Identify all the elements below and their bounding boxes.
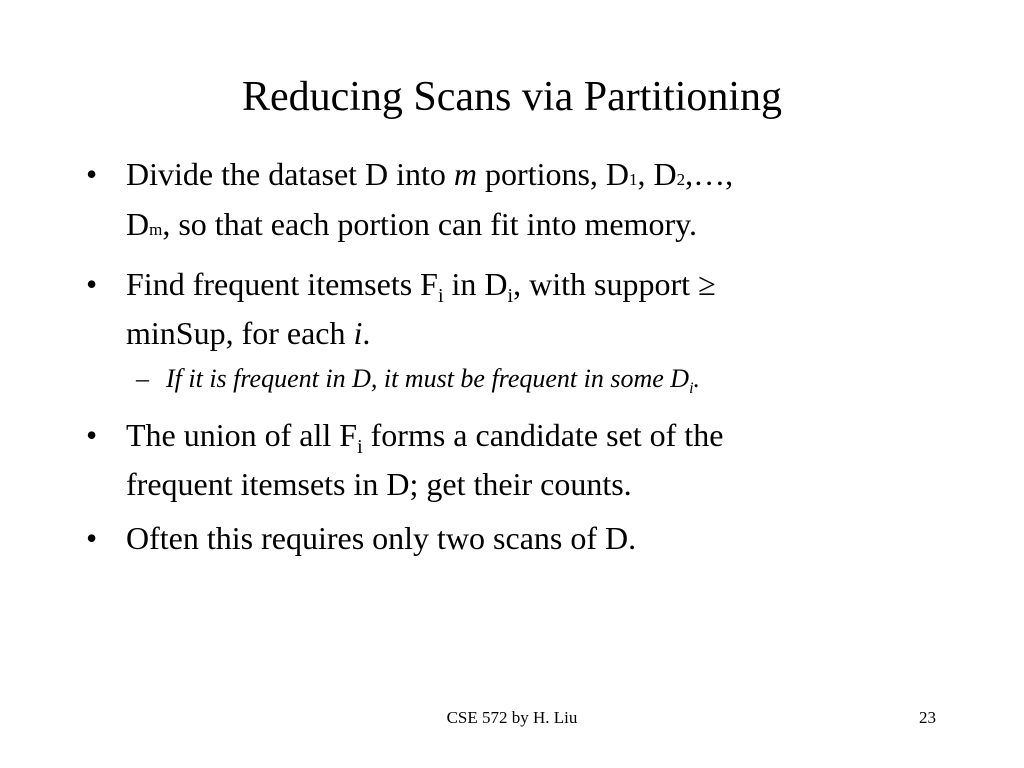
subscript: i <box>357 436 363 458</box>
sub-bullet-item <box>136 363 916 399</box>
sub-bullet-text: If it is frequent in D, it must be frequent in some D <box>166 364 690 393</box>
subscript: i <box>689 380 694 397</box>
bullet-text: ,…, <box>685 156 734 192</box>
bullet-text-italic: m <box>453 156 478 192</box>
slide-title: Reducing Scans via Partitioning <box>241 74 783 120</box>
subscript: i <box>507 285 514 307</box>
bullet-line-3a <box>126 413 916 462</box>
bullet-line-2a <box>126 262 916 311</box>
bullet-text: Find frequent itemsets F <box>126 266 438 302</box>
bullet-text: . <box>362 315 371 351</box>
bullet-text: , D <box>637 156 677 192</box>
bullet-text: , with support ≥ <box>513 266 716 302</box>
bullet-item-2 <box>86 262 916 355</box>
subscript: m <box>149 220 163 239</box>
page-number: 23 <box>919 708 936 727</box>
slide-body <box>86 152 916 570</box>
bullet-text: forms a candidate set of the <box>362 417 724 453</box>
bullet-marker: • <box>86 520 98 556</box>
sub-bullet-text: . <box>693 364 701 393</box>
bullet-marker: • <box>86 156 98 192</box>
bullet-item-4 <box>86 516 916 560</box>
bullet-marker: • <box>86 417 98 453</box>
bullet-text: in D <box>443 266 508 302</box>
bullet-text: , so that each portion can fit into memory. <box>162 206 698 242</box>
bullet-line-1b <box>126 202 916 252</box>
footer-course-label: CSE 572 by H. Liu <box>446 708 578 727</box>
subscript: 1 <box>629 170 638 189</box>
bullet-text: D <box>126 206 150 242</box>
bullet-text: minSup, for each <box>126 315 354 351</box>
subscript: i <box>437 285 444 307</box>
bullet-line-3b: frequent itemsets in D; get their counts. <box>126 466 632 502</box>
bullet-text: The union of all F <box>126 417 358 453</box>
bullet-text: portions, D <box>477 156 630 192</box>
bullet-line-4a: Often this requires only two scans of D. <box>126 520 637 556</box>
subscript: 2 <box>676 170 686 189</box>
bullet-item-3 <box>86 413 916 506</box>
sub-bullet-marker: – <box>136 364 149 393</box>
bullet-marker: • <box>86 266 98 302</box>
bullet-text: Divide the dataset D into <box>126 156 454 192</box>
bullet-line-2b <box>126 311 916 355</box>
bullet-item-1 <box>86 152 916 252</box>
bullet-text-italic: i <box>353 315 363 351</box>
bullet-line-1a <box>126 152 916 202</box>
